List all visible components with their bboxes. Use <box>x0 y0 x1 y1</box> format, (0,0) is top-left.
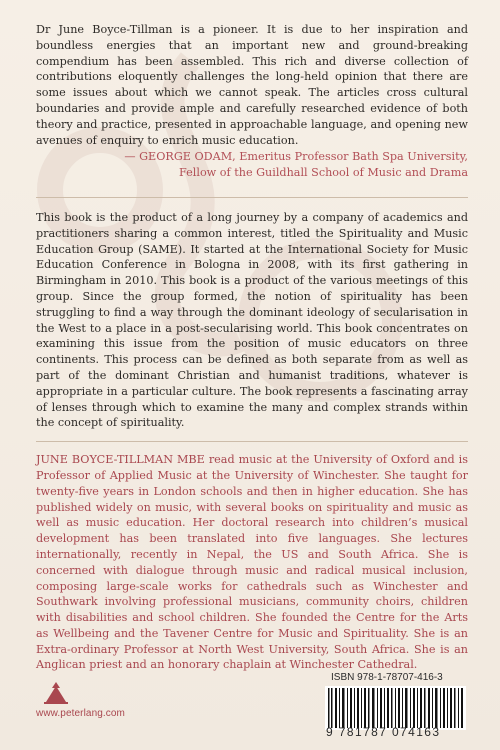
book-description: This book is the product of a long journey by a company of academics and practitioners sharing a common interest, titled the Spirituality and Music Education Group (SAME). It started at the International Society for Music Education Conference in Bologna in 2008, with its first gathering in Birmingham in 2010. This book is a product of the various meetings of this group. Since the group formed, the notion of spirituality has been struggling to find a way through the dominant ideology of secularisation in the West to a place in a post-secularising world. This book concentrates on examining this issue from the position of music educators on three continents. This process can be defined as both separate from as well as part of the dominant Christian and humanist traditions, whatever is appropriate in a particular culture. The book represents a fascinating array of lenses through which to examine the many and complex strands within the concept of spirituality. <box>36 210 468 430</box>
attribution-line-2: Fellow of the Guildhall School of Music and Drama <box>179 166 468 180</box>
endorsement-blurb: Dr June Boyce-Tillman is a pioneer. It is due to her inspiration and boundless energies that an important new and ground-breaking compendium has been assembled. This rich and diverse collection of contributions eloquently challenges the long-held opinion that there are some issues about which we cannot speak. The articles cross cultural boundaries and provide ample and carefully researched evidence of both theory and practice, presented in approachable language, and opening new avenues of enquiry to enrich music education. <box>36 23 468 147</box>
peter-lang-logo-icon <box>36 676 96 708</box>
barcode <box>325 686 466 730</box>
barcode-number: 9 781787 074163 <box>326 725 441 739</box>
author-bio <box>36 452 468 673</box>
peter-lang-logo <box>36 676 96 736</box>
publisher-website: www.peterlang.com <box>36 708 125 719</box>
isbn-label: ISBN 978-1-78707-416-3 <box>331 672 443 683</box>
section-divider <box>36 197 468 198</box>
author-name: JUNE BOYCE-TILLMAN MBE <box>36 453 205 467</box>
author-bio-text: read music at the University of Oxford and is Professor of Applied Music at the University of Winchester. She taught for twenty-five years in London schools and then in higher education. She has published widely on music, with several books on spirituality and music as well as music education. Her doctoral research into children’s musical development has been translated into five languages. She lectures internationally, recently in Nepal, the US and South Africa. She is concerned with dialogue through music and radical musical inclusion, composing large-scale works for cathedrals such as Winchester and Southwark involving professional musicians, community choirs, children with disabilities and school children. She founded the Centre for the Arts as Wellbeing and the Tavener Centre for Music and Spirituality. She is an Extra-ordinary Professor at North West University, South Africa. She is an Anglican priest and an honorary chaplain at Winchester Cathedral. <box>36 453 469 672</box>
back-cover-content <box>36 22 468 673</box>
section-divider <box>36 441 468 442</box>
attribution-line-1: — GEORGE ODAM, Emeritus Professor Bath Spa University, <box>124 150 468 164</box>
endorsement-attribution <box>36 149 468 181</box>
